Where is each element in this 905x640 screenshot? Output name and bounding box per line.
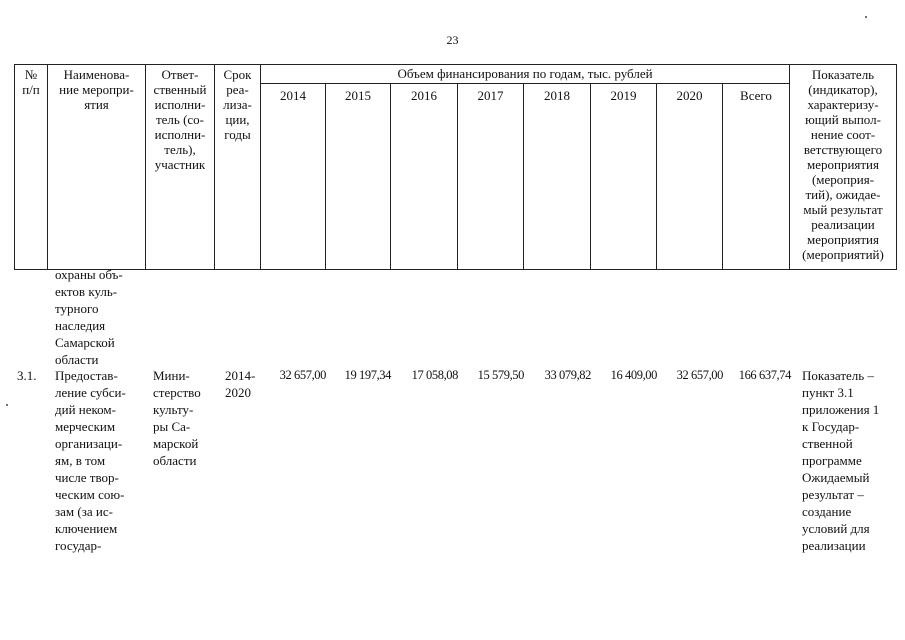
row-value-2016: 17 058,08 [411, 368, 458, 382]
row-value-2017: 15 579,50 [477, 368, 524, 382]
page-number: 23 [446, 33, 459, 47]
header-funding: Объем финансирования по годам, тыс. рублей [261, 65, 790, 84]
row-value-2020: 32 657,00 [676, 368, 723, 382]
row-value-total: 166 637,74 [738, 368, 791, 382]
table-header [14, 64, 896, 270]
row-indicator: Показатель – пункт 3.1 приложения 1 к Государ- ственной программе Ожидаемый результат – создание условий для реализации [802, 368, 880, 553]
row-value-2014: 32 657,00 [279, 368, 326, 382]
header-year: 2017 [458, 84, 524, 270]
row-value-2019: 16 409,00 [610, 368, 657, 382]
header-year: 2016 [391, 84, 458, 270]
header-year: 2020 [657, 84, 723, 270]
header-term: Срок реа- лиза- ции, годы [215, 65, 261, 270]
row-term: 2014- 2020 [225, 368, 256, 400]
row-responsible: Мини- стерство культу- ры Са- марской области [153, 368, 201, 468]
row-value-2018: 33 079,82 [544, 368, 591, 382]
header-year: 2014 [261, 84, 326, 270]
continuation-name: охраны объ- ектов куль- турного наследия Самарской области [55, 267, 123, 367]
row-value-2015: 19 197,34 [344, 368, 391, 382]
row-number: 3.1. [17, 368, 37, 383]
scan-speck [865, 16, 867, 18]
header-year-total: Всего [723, 84, 790, 270]
header-year: 2019 [591, 84, 657, 270]
header-year: 2015 [326, 84, 391, 270]
row-name: Предостав- ление субси- дий неком- мерческим организаци- ям, в том числе твор- ческим сою- зам (за ис- ключением государ- [55, 368, 126, 553]
header-name: Наименова- ние меропри- ятия [48, 65, 146, 270]
header-year: 2018 [524, 84, 591, 270]
header-responsible: Ответ- ственный исполни- тель (со- исполни- тель), участник [146, 65, 215, 270]
header-number: № п/п [15, 65, 48, 270]
scan-speck [6, 404, 8, 406]
header-indicator: Показатель (индикатор), характеризу- ющий выпол- нение соот- ветствующего мероприятия (мероприя- тий), ожидае- мый результат реализации мероприятия (мероприятий) [790, 65, 897, 270]
